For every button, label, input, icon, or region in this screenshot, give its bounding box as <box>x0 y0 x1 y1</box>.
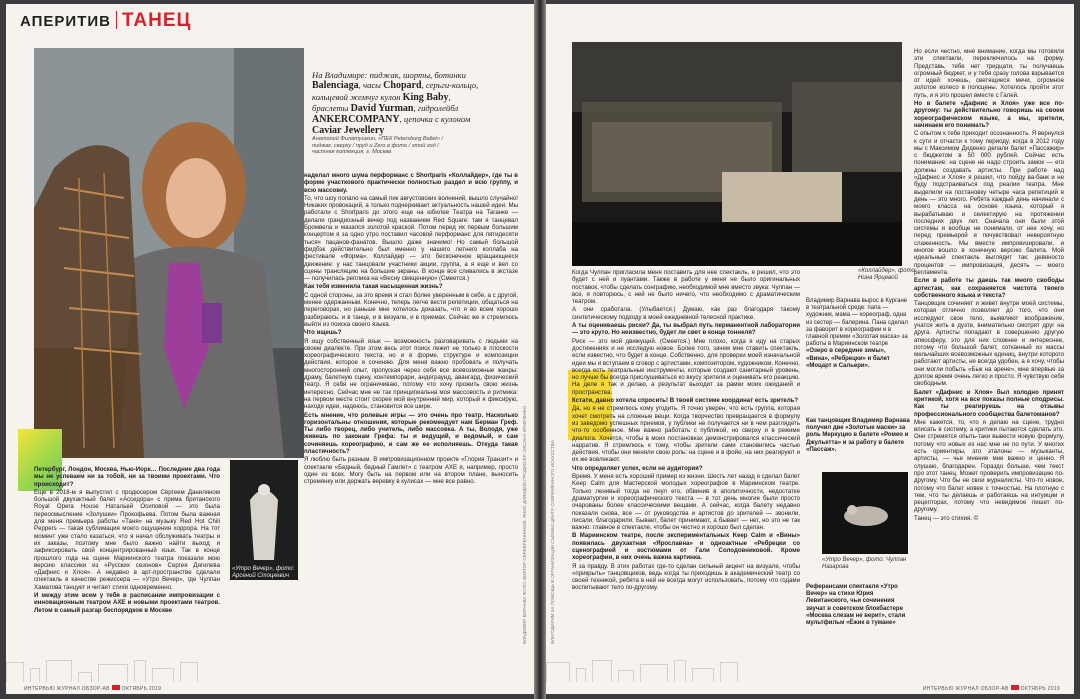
sidebar-awards <box>806 418 910 454</box>
styling-text-5: , гидролейбл <box>413 102 459 113</box>
section-header <box>20 10 191 32</box>
stage-illustration <box>572 42 902 266</box>
footer-right-date: ОКТЯБРЬ 2019 <box>1020 686 1060 692</box>
footer-left-date: ОКТЯБРЬ 2019 <box>121 686 162 692</box>
dance-photo <box>230 460 298 580</box>
answer-paragraph: Риск — это мой движущий. (Смеется.) Мне плохо, когда я иду на старых достижениях и не исследую новое. Более того, зачем мне ставить спектакль, если известно, что будет в конце. Собственно, для проверки моей изначальной идеи мы и вступаем в сговор с артистами, композитором, художником. Конечно, всегда есть театральные инструменты, которые создают санитарный уровень, но лучше бы всегда прислушиваться ко вкусу зрителя и оценивать его реакцию. На деле я так и делаю, а результат выходит за рамки моих ожиданий и пространства. <box>572 337 800 396</box>
brand-2: Chopard <box>383 80 422 92</box>
right-page <box>546 4 1074 694</box>
styling-text-3: , серьги-кольцо, кольцевой жемчуг кулон <box>312 80 479 102</box>
question-paragraph: Балет «Дафнис и Хлоя» был холодно принят критикой, хотя на все показы полные сподрисы. Как ты реагируешь на отзывы профессионального сообщества балетоманов? <box>914 388 1064 418</box>
question-paragraph: В Мариинском театре, после экспериментальных Keep Calm и «Вины» появилась двухактная «Ярославна» и одноактные «Ребрецки со сценографией и костюмами от Гали Солодовниковой. Кроме хореографии, в них очень важна картинка. <box>572 532 800 562</box>
portrait-photo <box>34 48 304 458</box>
spine-gutter <box>534 0 546 699</box>
spine-text-right: БЛАГОДАРИМ ЗА ПОМОЩЬ В ОРГАНИЗАЦИИ СЪЕМКИ ЦЕНТР СОВРЕМЕННОГО ИСКУССТВА <box>550 440 555 644</box>
question-paragraph: наделал много шума перформанс с Shortparis «Коллайдер», где ты в форме участкового практически полностью раздел и всю группу, и всю массовку. <box>304 172 518 194</box>
question-paragraph: Есть мнение, что ролевые игры — это очень про театр. Насколько горизонтальны отношения, которые рекомендует нам Берман Греф. Ты либо творец, либо учитель, либо массовка. А ты, Володя, уже живешь по законам Грефа: ты и ведущий, и ведомый, и сам сочиняешь хореографию, и сам же ее исполняешь. Откуда такая пластичность? <box>304 411 518 455</box>
styling-text-2: , часы <box>358 80 381 91</box>
styling-credits <box>312 70 482 137</box>
sidebar-references <box>806 584 910 627</box>
answer-paragraph: Танцовщик сочиняет и живет внутри моей системы, которая отлично позволяет до того, что они исследуют свое тело, выявляют воображение, учатся жить в дуэте, внимательно смотрят друг на друга. Артисты попадают в совершенно другую атмосферу, это для них сложнее и интереснее, потому что большой балет, сотканный из массы мельчайших всевозможных единиц, внутри которого работают артисты, не всегда удобен, а я хочу, чтобы они могли побыть «Бык на арене», мне впервые за долгое время очень легко и просто. Я чувствую себя свободным. <box>914 300 1064 388</box>
spine-text-left: ВЛАДИМИР ВАРНАВА ФОТО: ВИКТОР СЕРЕБРЕННИКОВ, ЯНИС ДАВИДОВ ПРОДЮСЕР: ОКСАНА КРАВЧЕНКО <box>522 405 527 644</box>
brand-1: Balenciaga <box>312 80 359 92</box>
performance-illustration <box>822 472 908 554</box>
question-paragraph: И между этим всем у тебя в расписании импровизации с инновационным театром АХЕ и новыми проектами театров. Летом в самый разгар беспорядков в Москве <box>34 592 220 614</box>
performance-photo-credit: «Утро Вечер», фото: Чулпан Назарова <box>822 557 907 570</box>
sculpture-caption: Анатолий Филатушкин, «ПЕК Petersburg Ballet» / пиджак, сверху / пруд и Zerо в фото / этой год / частная коллекция, г. Москва <box>312 136 444 156</box>
stage-photo <box>572 42 902 266</box>
portrait-illustration <box>34 48 304 458</box>
answer-paragraph: Я ищу собственный язык — возможность разговаривать с людьми на своем диалекте. При этом весь этот поиск лежит не только в плоскости хореографического текста, но и в форме, структуре и композиции действия, которое я сочиняю. Для меня важно пробовать и получать многосторонний опыт, пропуская через себя все всевозможные жанры: драму, балетную сцену, контемпорари, андеграунд, авангард, физический театр. Я себя не ограничиваю, потому что хочу прожить свою жизнь интересно. Сейчас мне не так принципиальна моя массовость и ритмика: на первом месте стоит скорее мой внутренний мир, который я фиксирую, находя идеи, надеюсь, становится все шире. <box>304 337 518 411</box>
answer-paragraph: Я за правду. В этих работах где-то сделан сильный акцент на визуале, чтобы «прикрыть» танцовщиков, ведь когда ты приходишь в академический театр со своей техникой, ребята в ней не всегда могут использовать, потому что годами воспитывают тело по-другому. <box>572 562 800 592</box>
sidebar-bio-lead: Владимир Варнава вырос в Кургане в театральной среде: папа — художник, мама — хореограф, одна из сестер — балерина. Пана сделал за фаворит в хореографии и в главной премии «Золотая маска» за работы в Мариинском театре <box>806 298 908 348</box>
question-paragraph: Как тебя изменила такая насыщенная жизнь? <box>304 283 443 291</box>
logo-icon <box>112 685 120 690</box>
question-paragraph: Что определяет успех, если не аудитория? <box>572 464 703 472</box>
brand-6: Caviar Jewellery <box>312 125 385 137</box>
right-column-a <box>572 269 800 674</box>
logo-icon-right <box>1011 685 1019 690</box>
left-column-a <box>34 466 220 671</box>
stage-photo-credit: «Коллайдер», фото: Нина Ярцевой <box>858 268 917 281</box>
answer-paragraph: Да, но я не стремлюсь кому угодить. Я точно уверен, что есть группа, которая хочет смотреть на сложные вещи. Когда творчество превращается в формулу из заведомо успешных приемов, у публики не получается ни в чем разглядеть что-то особенное. Мне важно работать с публикой, но сверху и в режиме диалога. Хочется, чтобы в моих постановках демонстрировался классический нарратив. Я стремлюсь к тому, чтобы зрители сами становились частью действия, чтобы они меняли свою роль: на сцене и в фойе, на них реагируют и их же вовлекают. <box>572 405 800 464</box>
answer-paragraph: То, что шоу попало на самый пик августовских волнений, вышло случайно! Никаких провокаций, а только подчеркивает актуальность нашей идеи. Мы работали с Shortparis до этого еще на юбилее Театра на Таганке — делали грандиозный вечер под названием Red Square: там я танцевал Бромвела и мазался золотой краской. Потом перед их первым большим концертом я за одно утро поставил часовой перформанс для пятидесяти тысяч пацанов-фанатов. Вышло даже значимо! Но самый большой фидбэк действительно был именно у нашего летнего коллаба на фестивале «Форма». Коллайдер — это бесконечное вращающееся движение: у нас танцовали участники акции, группа, а я еще и вел со сцены трансляцию на большие экраны. В конце все сливались в экстазе — получилась реплика на «Весну священную» (Смеется.) <box>304 194 518 283</box>
answer-paragraph: Когда Чулпан пригласила меня поставить для нее спектакль, я решил, что это будет с ней и пуантами. Также в работе у меня не было оригинальных поставок, чтобы сделать сонграфию, необходимой мне вместо звука: Чулпан — все, я повторюсь, с ней не было ничего, что необходимо с драматическим театром. <box>572 269 800 306</box>
footer-left <box>24 685 161 692</box>
question-paragraph: Но в балете «Дафнис и Хлоя» уже все по-другому: ты действительно говоришь на своем хореографическом языке, а мы, зрители, начинаем его понимать? <box>914 100 1064 129</box>
answer-paragraph: Мне кажется, то, что я делаю на сцене, трудно вписать в систему, а критики пытаются сделать это. Они стремятся опыть-таки вывести новую формулу, потому что новых из нас мне не по пути. У многих есть ориентиры, это эталоны — музыканты, артисты, — чье мнение мне важно и ценно. Я слушаю, благодарен. Гораздо больше, чем текст про этот танец. Может проверить импровизацию по-другому. Что бы не свои журналисты. Что-то новое, потому что балет новее с точностью. На плотную с тем, что ты делаешь и работаешь на интуиции и рецепторах, потому что невидимое пишет по-другому. <box>914 418 1064 514</box>
left-page <box>6 4 534 694</box>
footer-left-text: ИНТЕРВЬЮ ЖУРНАЛ ОБЗОР-АВ <box>24 686 110 692</box>
sidebar-references-text: Реферансами спектакля «Утро Вечер» на стихи Юрия Левитанского, чьи сочинения звучат в советском блокбастере «Москва слезам не верит», стали мультфильм «Ёжик в тумане» <box>806 584 906 627</box>
styling-text-6: , цепочка с кулоном <box>399 114 471 125</box>
answer-paragraph: Я люблю быть разным. В импровизационном проекте «Глория Транзит» и спектакле «Бедный, бедный Гамлет» с театром АХЕ я, например, просто один из всех. Могу быть на первом или на втором плане, выносить стремянку или держать веревку в кулисах — мне все равно. <box>304 456 518 486</box>
right-column-b <box>914 48 1064 674</box>
footer-sketch-left <box>6 658 534 682</box>
answer-paragraph: Время. У меня есть хороший пример из жизни. Шесть лет назад я сделал балет Keep Calm для Мастерской молодых хореографов в Мариинском театре. Только ленивый тогда не пнул его, обвинив в аполитичности, недостатке драматургии и хореографического текста — в тот день многие были просто очарованы более классическими вещами. А сейчас, когда балету недавно показали снова, все — от руководства и артистов до зрителей — звонили, писали, благодарили. Бывает, балет принимают, а бывает — нет, но это не так важно: главное в спектакле, чтобы он честно и хорошо был сделан. <box>572 473 800 532</box>
sidebar-bio-works: «Озеро в середине зимы», «Вина», «Ребрецки» и балет «Моцарт и Сальери». <box>806 348 890 369</box>
answer-paragraph: Но если честно, мне внимание, когда мы готовили эти спектакли, переключилось на форму. Представь, тебе нет тридцати, ты получаешь огромный бюджет, и у тебя сразу голова взрывается от идей: хочешь, светящиеся мечи, огромное золотое колесо в полсцены. Хотелось пройти этот путь, и я это прошел вместе с Галей. <box>914 48 1064 99</box>
performance-photo <box>822 472 908 554</box>
question-paragraph: Петербург, Лондон, Москва, Нью-Йорк… Последние два года мы не успеваем ни за тобой, ни за твоими проектами. Что происходит? <box>34 466 220 488</box>
brand-5: ANKERCOMPANY <box>312 114 400 126</box>
left-column-b <box>304 172 518 620</box>
question-paragraph: Кстати, давно хотела спросить! В твоей системе координат есть зритель? <box>572 397 799 405</box>
sidebar-awards-text: Как танцовщик Владимир Варнава получил две «Золотые маски» за роль Меркуцио в балете «Ромео и Джульетта» и за работу в балете «Пассаж». <box>806 418 910 453</box>
question-paragraph: Если в работе ты даешь так много свободы артистам, как сохраняется чистота твоего собственного языка и текста? <box>914 277 1064 299</box>
dance-photo-credit: «Утро Вечер», фото: Арсений Стоцкевич <box>232 566 295 579</box>
answer-paragraph: Танец — это стихия. © <box>914 514 979 522</box>
question-paragraph: А ты оцениваешь риски? Да, ты выбрал путь перманентной лаборатории — это круто. Но неизвестно, будет ли свет в конце тоннеля? <box>572 322 800 337</box>
styling-text-1: На Владимире: пиджак, шорты, ботинки <box>312 70 466 80</box>
brand-4: David Yurman <box>350 102 414 114</box>
section-title: АПЕРИТИВ <box>20 13 111 30</box>
header-divider <box>116 11 117 29</box>
answer-paragraph: С одной стороны, за это время я стал более уверенным в себе, а с другой, менее одержанным. Конечно, теперь легче вести репетиции, общаться на переговорах, но раньше мне хотелось доказать, что я во всем хорошо разбираюсь: и в танце, и в визуале, и в приемах. Сейчас же я стремлюсь выйти из поиска своего языка. <box>304 291 518 328</box>
styling-text-4: , браслеты <box>312 91 451 113</box>
answer-paragraph: С опытом к тебе приходит осознанность. Я вернулся к сути и отчасти к тому периоду, когда в 2012 году мы с Максимом Диденко делали балет «Пассажир» с бюджетом в 50 000 рублей. Сейчас есть понимание: на сцене не надо строить замок — его должны создавать артисты. При работе над «Дафнис и Хлоя» я решил, что пойду ва-банк и не буду подстраиваться под реалии театра. Мне выделили на постановку четыре часа репетиций в день — это много. Ребята каждый день начинали с моего класса на основе языка, который я вырабатываю и селектирую на протяжении последних двух лет. Сначала они были этой системы и вообще не понимали, от нее хочу, но перед премьерой я почувствовал невероятную слаженность. Мы вместе импровизировали, и многое вошло в конечную версию балета. Мой идеальный спектакль выглядит так: девяносто процентов — импровизация, десять — моего регламента. <box>914 130 1064 276</box>
answer-paragraph: А они сработала. (Улыбается.) Думаю, как раз благодаря такому синтетическому подходу в моей ежедневной телесной практике. <box>572 306 800 321</box>
footer-sketch-right <box>546 658 1074 682</box>
brand-3: King Baby <box>402 91 449 103</box>
footer-right <box>923 685 1060 692</box>
footer-right-text: ИНТЕРВЬЮ ЖУРНАЛ ОБЗОР-АВ <box>922 686 1009 692</box>
sidebar-bio <box>806 298 910 370</box>
rubric-title: ТАНЕЦ <box>121 10 192 31</box>
question-paragraph: Что ищешь? <box>304 329 342 337</box>
answer-paragraph: Еще в 2018-м я выпустил с продюсером Сергеем Даниляном большой двухактный балет «Асседора» с прима британского Royal Opera House Натальей Осиповой — это была переосмысление «Золушки» Прокофьева. Потом была важная для меня премьера работы «Таня» на музыку Red Hot Chili Peppers — такая сублимация моего ощущения хоррора. На тот момент уже стало казаться, что я начал обслуживать театры и их заказы, поэтому мне было важно найти выход и зафиксировать свой концентрированный язык. Так в конце прошлого года на сцене Мариинского театра показали мою версию классики из «Русских сезонов» Сергея Дягилева «Дафнис и Хлоя». А недавно в арт-пространстве сделали спектакль в качестве режиссера — «Утро Вечер», где Чулпан Хаматова танцует и читает стихи одновременно. <box>34 488 220 591</box>
dance-illustration <box>230 460 298 580</box>
